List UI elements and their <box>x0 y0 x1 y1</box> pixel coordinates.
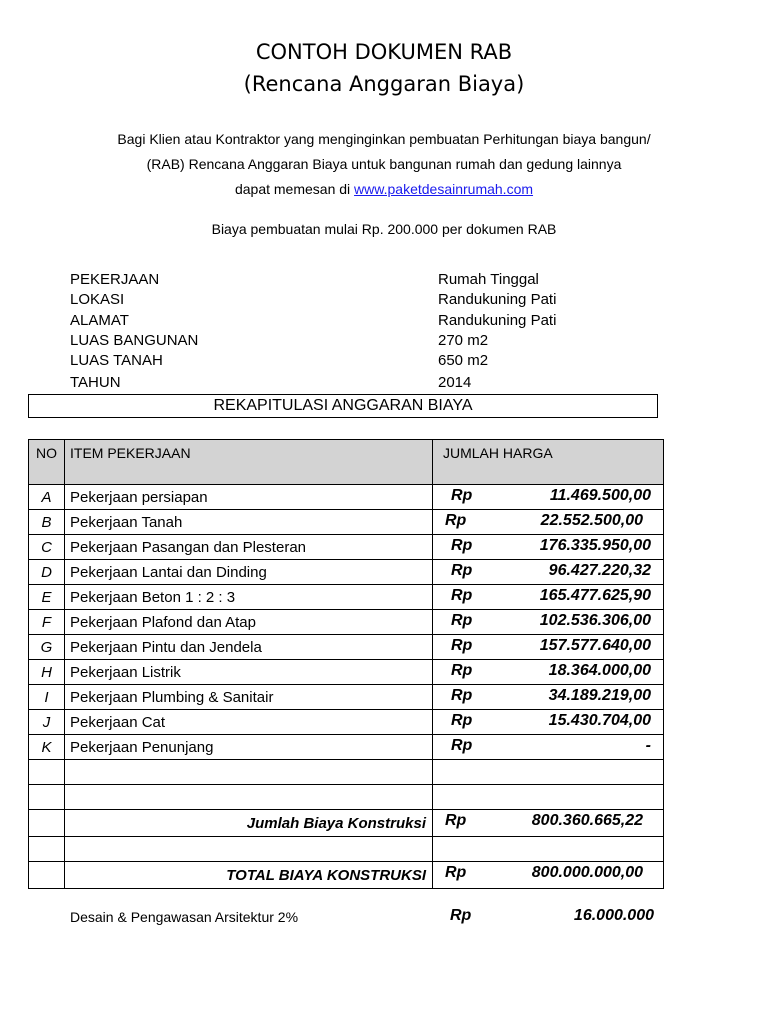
row-item: Pekerjaan Pasangan dan Plesteran <box>65 535 433 560</box>
desain-currency: Rp <box>450 907 472 924</box>
amount-value: 22.552.500,00 <box>540 512 643 529</box>
row-amount <box>433 485 664 510</box>
amount-value: - <box>645 737 651 754</box>
currency-label: Rp <box>451 487 473 504</box>
info-value-lokasi: Randukuning Pati <box>438 291 557 308</box>
row-no: A <box>29 485 65 510</box>
currency-label: Rp <box>451 587 473 604</box>
row-item: Pekerjaan Cat <box>65 710 433 735</box>
currency-label: Rp <box>451 737 473 754</box>
info-value-alamat: Randukuning Pati <box>438 312 557 329</box>
info-label-tahun: TAHUN <box>70 374 121 391</box>
amount-value: 15.430.704,00 <box>548 712 651 729</box>
header-item: ITEM PEKERJAAN <box>65 440 433 485</box>
empty-row <box>29 837 664 862</box>
currency-label: Rp <box>451 637 473 654</box>
info-label-lokasi: LOKASI <box>70 291 125 308</box>
currency-label: Rp <box>451 712 473 729</box>
row-amount <box>433 685 664 710</box>
table-row <box>29 585 664 610</box>
total-value: 800.000.000,00 <box>531 864 643 881</box>
jumlah-amount <box>433 810 664 837</box>
info-label-luas-bangunan: LUAS BANGUNAN <box>70 332 199 349</box>
table-row <box>29 560 664 585</box>
website-link[interactable]: www.paketdesainrumah.com <box>354 181 534 197</box>
row-no: C <box>29 535 65 560</box>
row-amount <box>433 510 664 535</box>
row-amount <box>433 710 664 735</box>
currency-label: Rp <box>445 812 467 829</box>
table-row <box>29 735 664 760</box>
total-amount <box>433 862 664 889</box>
row-item: Pekerjaan Plumbing & Sanitair <box>65 685 433 710</box>
table-header-row <box>29 440 664 485</box>
row-item: Pekerjaan Plafond dan Atap <box>65 610 433 635</box>
row-amount <box>433 635 664 660</box>
info-value-luas-tanah: 650 m2 <box>438 352 489 369</box>
row-item: Pekerjaan Pintu dan Jendela <box>65 635 433 660</box>
row-amount <box>433 660 664 685</box>
amount-value: 18.364.000,00 <box>548 662 651 679</box>
amount-value: 96.427.220,32 <box>548 562 651 579</box>
info-value-tahun: 2014 <box>438 374 472 391</box>
row-item: Pekerjaan Listrik <box>65 660 433 685</box>
info-label-pekerjaan: PEKERJAAN <box>70 271 160 288</box>
currency-label: Rp <box>445 864 467 881</box>
document-subtitle: (Rencana Anggaran Biaya) <box>243 72 525 96</box>
row-no: F <box>29 610 65 635</box>
total-row <box>29 862 664 889</box>
currency-label: Rp <box>451 662 473 679</box>
row-amount <box>433 535 664 560</box>
table-row <box>29 610 664 635</box>
intro-line-1: Bagi Klien atau Kontraktor yang menginginkan pembuatan Perhitungan biaya bangun/ <box>117 131 651 147</box>
intro-line-3 <box>0 181 768 197</box>
jumlah-value: 800.360.665,22 <box>531 812 643 829</box>
row-item: Pekerjaan Penunjang <box>65 735 433 760</box>
empty-row <box>29 760 664 785</box>
table-row <box>29 660 664 685</box>
row-item: Pekerjaan Lantai dan Dinding <box>65 560 433 585</box>
table-row <box>29 510 664 535</box>
row-no: K <box>29 735 65 760</box>
jumlah-row <box>29 810 664 837</box>
info-value-luas-bangunan: 270 m2 <box>438 332 489 349</box>
rekap-title: REKAPITULASI ANGGARAN BIAYA <box>28 394 658 418</box>
row-no: I <box>29 685 65 710</box>
info-label-alamat: ALAMAT <box>70 312 129 329</box>
row-amount <box>433 610 664 635</box>
row-amount <box>433 585 664 610</box>
currency-label: Rp <box>451 562 473 579</box>
desain-label: Desain & Pengawasan Arsitektur 2% <box>70 909 299 925</box>
currency-label: Rp <box>451 687 473 704</box>
currency-label: Rp <box>451 537 473 554</box>
row-item: Pekerjaan persiapan <box>65 485 433 510</box>
total-label: TOTAL BIAYA KONSTRUKSI <box>65 862 433 889</box>
header-amount: JUMLAH HARGA <box>433 440 664 485</box>
row-no: J <box>29 710 65 735</box>
jumlah-label: Jumlah Biaya Konstruksi <box>65 810 433 837</box>
amount-value: 34.189.219,00 <box>548 687 651 704</box>
intro-order-text: dapat memesan di <box>234 181 355 197</box>
info-label-luas-tanah: LUAS TANAH <box>70 352 163 369</box>
row-amount <box>433 735 664 760</box>
row-no: E <box>29 585 65 610</box>
amount-value: 11.469.500,00 <box>549 487 651 504</box>
desain-value: 16.000.000 <box>573 907 654 924</box>
row-no: G <box>29 635 65 660</box>
amount-value: 157.577.640,00 <box>539 637 651 654</box>
row-no: B <box>29 510 65 535</box>
row-item: Pekerjaan Beton 1 : 2 : 3 <box>65 585 433 610</box>
row-item: Pekerjaan Tanah <box>65 510 433 535</box>
table-row <box>29 485 664 510</box>
table-row <box>29 535 664 560</box>
empty-row <box>29 785 664 810</box>
table-row <box>29 710 664 735</box>
document-title: CONTOH DOKUMEN RAB <box>255 40 513 64</box>
info-value-pekerjaan: Rumah Tinggal <box>438 271 539 288</box>
table-row <box>29 685 664 710</box>
amount-value: 176.335.950,00 <box>539 537 651 554</box>
intro-line-2: (RAB) Rencana Anggaran Biaya untuk bangunan rumah dan gedung lainnya <box>146 156 622 172</box>
table-row <box>29 635 664 660</box>
currency-label: Rp <box>451 612 473 629</box>
row-no: H <box>29 660 65 685</box>
row-no: D <box>29 560 65 585</box>
price-note: Biaya pembuatan mulai Rp. 200.000 per dokumen RAB <box>211 221 557 237</box>
amount-value: 102.536.306,00 <box>539 612 651 629</box>
currency-label: Rp <box>445 512 467 529</box>
rab-table <box>28 439 664 889</box>
amount-value: 165.477.625,90 <box>539 587 651 604</box>
row-amount <box>433 560 664 585</box>
header-no: NO <box>29 440 65 485</box>
